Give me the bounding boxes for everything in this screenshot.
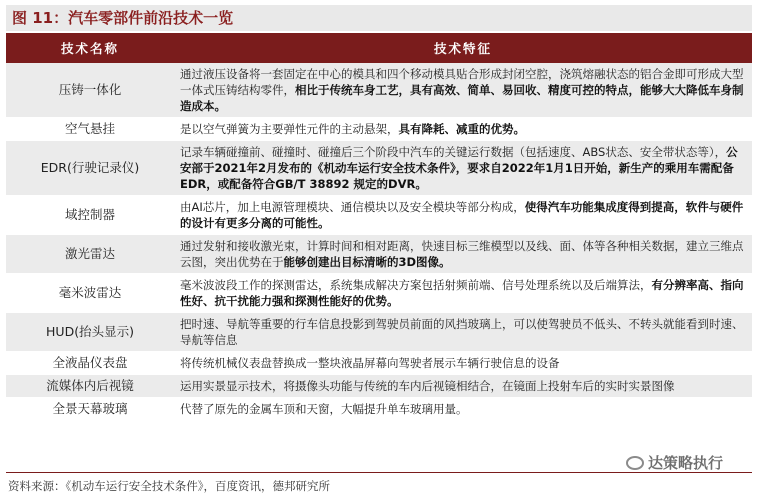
source-note: 资料来源：《机动车运行安全技术条件》，百度资讯，德邦研究所 [8,479,330,493]
feature-highlight: 公安部于2021年2月发布的《机动车运行安全技术条件》，要求自2022年1月1日开始，新生产的乘用车需配备EDR，或配备符合GB/T 38892 规定的DVR。 [180,145,738,191]
feature-text: 通过发射和接收激光束，计算时间和相对距离，快速目标三维模型以及线、面、体等各种相关数据，建立三维点云图，突出优势在于 [180,239,744,269]
row-feature [174,63,752,118]
table-row [6,352,752,375]
table-row [6,235,752,274]
header-tech-feature: 技术特征 [174,33,752,63]
feature-text: 通过液压设备将一套固定在中心的模具和四个移动模具贴合形成封闭空腔，浇筑熔融状态的铝合金即可形成大型一体式压铸结构零件， [180,67,744,97]
row-feature [174,141,752,196]
feature-text: 是以空气弹簧为主要弹性元件的主动悬架， [180,122,399,136]
row-name: 全景天幕玻璃 [6,398,174,421]
row-feature [174,118,752,141]
figure-title: 图 11：汽车零部件前沿技术一览 [6,5,752,31]
row-feature [174,196,752,235]
feature-text: 代替了原先的金属车顶和天窗，大幅提升单车玻璃用量。 [180,402,468,416]
feature-text: 毫米波波段工作的探测雷达，系统集成解决方案包括射频前端、信号处理系统以及后端算法， [180,278,652,292]
row-name: 空气悬挂 [6,118,174,141]
row-name: HUD(抬头显示) [6,313,174,352]
tech-table [6,33,752,421]
row-name: 流媒体内后视镜 [6,375,174,398]
row-feature [174,398,752,421]
table-row [6,313,752,352]
table-row [6,274,752,313]
table-row [6,141,752,196]
table-row [6,375,752,398]
row-feature [174,235,752,274]
feature-text: 由AI芯片，加上电源管理模块、通信模块以及安全模块等部分构成， [180,200,525,214]
row-name: 压铸一体化 [6,63,174,118]
row-name: EDR(行驶记录仪) [6,141,174,196]
feature-text: 将传统机械仪表盘替换成一整块液晶屏幕向驾驶者展示车辆行驶信息的设备 [180,356,560,370]
wechat-icon [626,456,644,470]
feature-highlight: 能够创建出目标清晰的3D图像。 [283,255,451,269]
row-name: 激光雷达 [6,235,174,274]
table-row [6,63,752,118]
feature-highlight: 有分辨率高、指向性好、抗干扰能力强和探测性能好的优势。 [180,278,744,308]
watermark [626,452,723,473]
feature-text: 把时速、导航等重要的行车信息投影到驾驶员前面的风挡玻璃上，可以使驾驶员不低头、不转头就能看到时速、导航等信息 [180,317,744,347]
row-name: 全液晶仪表盘 [6,352,174,375]
feature-highlight: 具有降耗、减重的优势。 [398,122,525,136]
table-header-row [6,33,752,63]
row-feature [174,375,752,398]
row-feature [174,352,752,375]
row-feature [174,274,752,313]
row-name: 域控制器 [6,196,174,235]
feature-text: 记录车辆碰撞前、碰撞时、碰撞后三个阶段中汽车的关键运行数据（包括速度、ABS状态、安全带状态等）， [180,145,727,159]
table-row [6,196,752,235]
feature-highlight: 使得汽车功能集成度得到提高，软件与硬件的设计有更多分离的可能性。 [180,200,744,230]
feature-highlight: 相比于传统车身工艺，具有高效、简单、易回收、精度可控的特点，能够大大降低车身制造成本。 [180,83,744,113]
row-name: 毫米波雷达 [6,274,174,313]
table-row [6,398,752,421]
watermark-text: 达策略执行 [648,454,724,472]
feature-text: 运用实景显示技术，将摄像头功能与传统的车内后视镜相结合，在镜面上投射车后的实时实景图像 [180,379,675,393]
row-feature [174,313,752,352]
header-tech-name: 技术名称 [6,33,174,63]
table-row [6,118,752,141]
